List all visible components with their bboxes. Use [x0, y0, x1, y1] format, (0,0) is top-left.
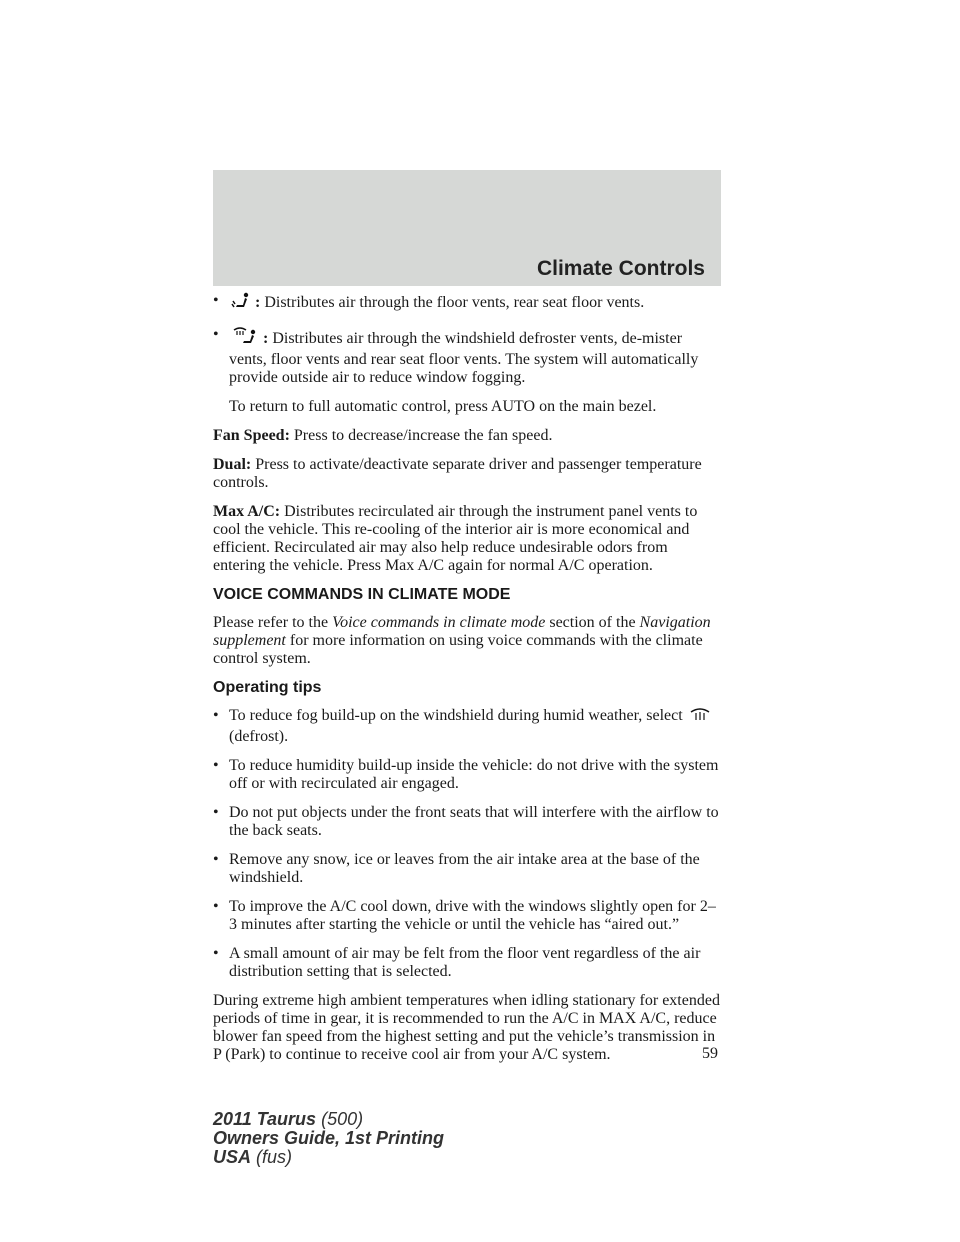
footer-line-3: [213, 1148, 444, 1167]
bullet-dot: •: [213, 292, 219, 309]
footer-market-code: (fus): [256, 1147, 293, 1167]
max-ac-label: Max A/C:: [213, 503, 281, 520]
floor-defrost-icon: [231, 326, 261, 351]
voice-ref-supplement: Navigation supplement: [213, 614, 711, 649]
footer-line-1: [213, 1110, 444, 1129]
voice-mid-text: section of the: [549, 614, 636, 631]
floor-vent-icon: [231, 292, 253, 315]
dual-label: Dual:: [213, 456, 252, 473]
page-number: 59: [702, 1045, 718, 1062]
footer-line-2: Owners Guide, 1st Printing: [213, 1128, 445, 1148]
voice-post-text: for more information on using voice commands with the climate control system.: [213, 632, 703, 667]
defrost-icon: [689, 707, 711, 728]
tip1-text-b: (defrost).: [229, 728, 289, 745]
floor-defrost-mode-text: Distributes air through the windshield defroster vents, de-mister vents, floor vents and rear seat floor vents. The system will automatically provide outside air to reduce window fogging.: [229, 330, 699, 386]
fan-speed-paragraph: [213, 427, 723, 445]
tip-item: [213, 804, 723, 840]
voice-commands-paragraph: [213, 614, 723, 668]
bullet-dot: •: [213, 707, 219, 724]
tip4-text: Remove any snow, ice or leaves from the air intake area at the base of the windshield.: [229, 851, 700, 886]
bullet-dot: •: [213, 326, 219, 343]
voice-ref-section: Voice commands in climate mode: [332, 614, 546, 631]
tip-item: [213, 945, 723, 981]
bullet-dot: •: [213, 898, 219, 915]
footer-model-code: (500): [321, 1109, 364, 1129]
bullet-dot: •: [213, 804, 219, 821]
dual-text: Press to activate/deactivate separate driver and passenger temperature controls.: [213, 456, 702, 491]
bullet-dot: •: [213, 757, 219, 774]
header-band: [213, 170, 721, 286]
tip2-text: To reduce humidity build-up inside the vehicle: do not drive with the system off or with recirculated air engaged.: [229, 757, 719, 792]
print-footer: [213, 1110, 444, 1167]
fan-speed-label: Fan Speed:: [213, 427, 290, 444]
tip-item: [213, 851, 723, 887]
tip-item: [213, 707, 723, 746]
return-auto-text: To return to full automatic control, press AUTO on the main bezel.: [229, 398, 657, 415]
bullet-dot: •: [213, 945, 219, 962]
tip3-text: Do not put objects under the front seats that will interfere with the airflow to the back seats.: [229, 804, 719, 839]
footer-market: USA: [213, 1147, 252, 1167]
dual-paragraph: [213, 456, 723, 492]
footer-model: 2011 Taurus: [213, 1109, 317, 1129]
page-title: Climate Controls: [536, 257, 705, 280]
operating-tips-heading: Operating tips: [213, 679, 322, 696]
floor-defrost-mode-bullet: • : Distributes air through the windshield defroster vents, de-mister vents, floor vents and rear seat floor vents. The system will automatically provide outside air to reduce window fogging.: [213, 326, 699, 386]
tip1-text-a: To reduce fog build-up on the windshield during humid weather, select: [229, 707, 683, 724]
tip6-text: A small amount of air may be felt from the floor vent regardless of the air distribution setting that is selected.: [229, 945, 701, 980]
voice-commands-heading: VOICE COMMANDS IN CLIMATE MODE: [213, 586, 511, 603]
floor-mode-bullet: • : Distributes air through the floor vents, rear seat floor vents.: [213, 292, 723, 315]
max-ac-paragraph: [213, 503, 723, 575]
tip5-text: To improve the A/C cool down, drive with the windows slightly open for 2–3 minutes after starting the vehicle or until the vehicle has “aired out.”: [229, 898, 716, 933]
voice-pre-text: Please refer to the: [213, 614, 329, 631]
page-content: [213, 292, 723, 1075]
tip-item: [213, 757, 723, 793]
fan-speed-text: Press to decrease/increase the fan speed.: [293, 427, 553, 444]
bullet-dot: •: [213, 851, 219, 868]
closing-paragraph: During extreme high ambient temperatures when idling stationary for extended periods of time in gear, it is recommended to run the A/C in MAX A/C, reduce blower fan speed from the highest setting and put the vehicle’s transmission in P (Park) to continue to receive cool air from your A/C system.: [213, 992, 720, 1063]
floor-mode-text: Distributes air through the floor vents, rear seat floor vents.: [264, 294, 645, 311]
max-ac-text: Distributes recirculated air through the instrument panel vents to cool the vehicle. This re-cooling of the interior air is more economical and efficient. Recirculated air may also help reduce undesirable odors from entering the vehicle. Press Max A/C again for normal A/C operation.: [213, 503, 698, 574]
tip-item: [213, 898, 723, 934]
